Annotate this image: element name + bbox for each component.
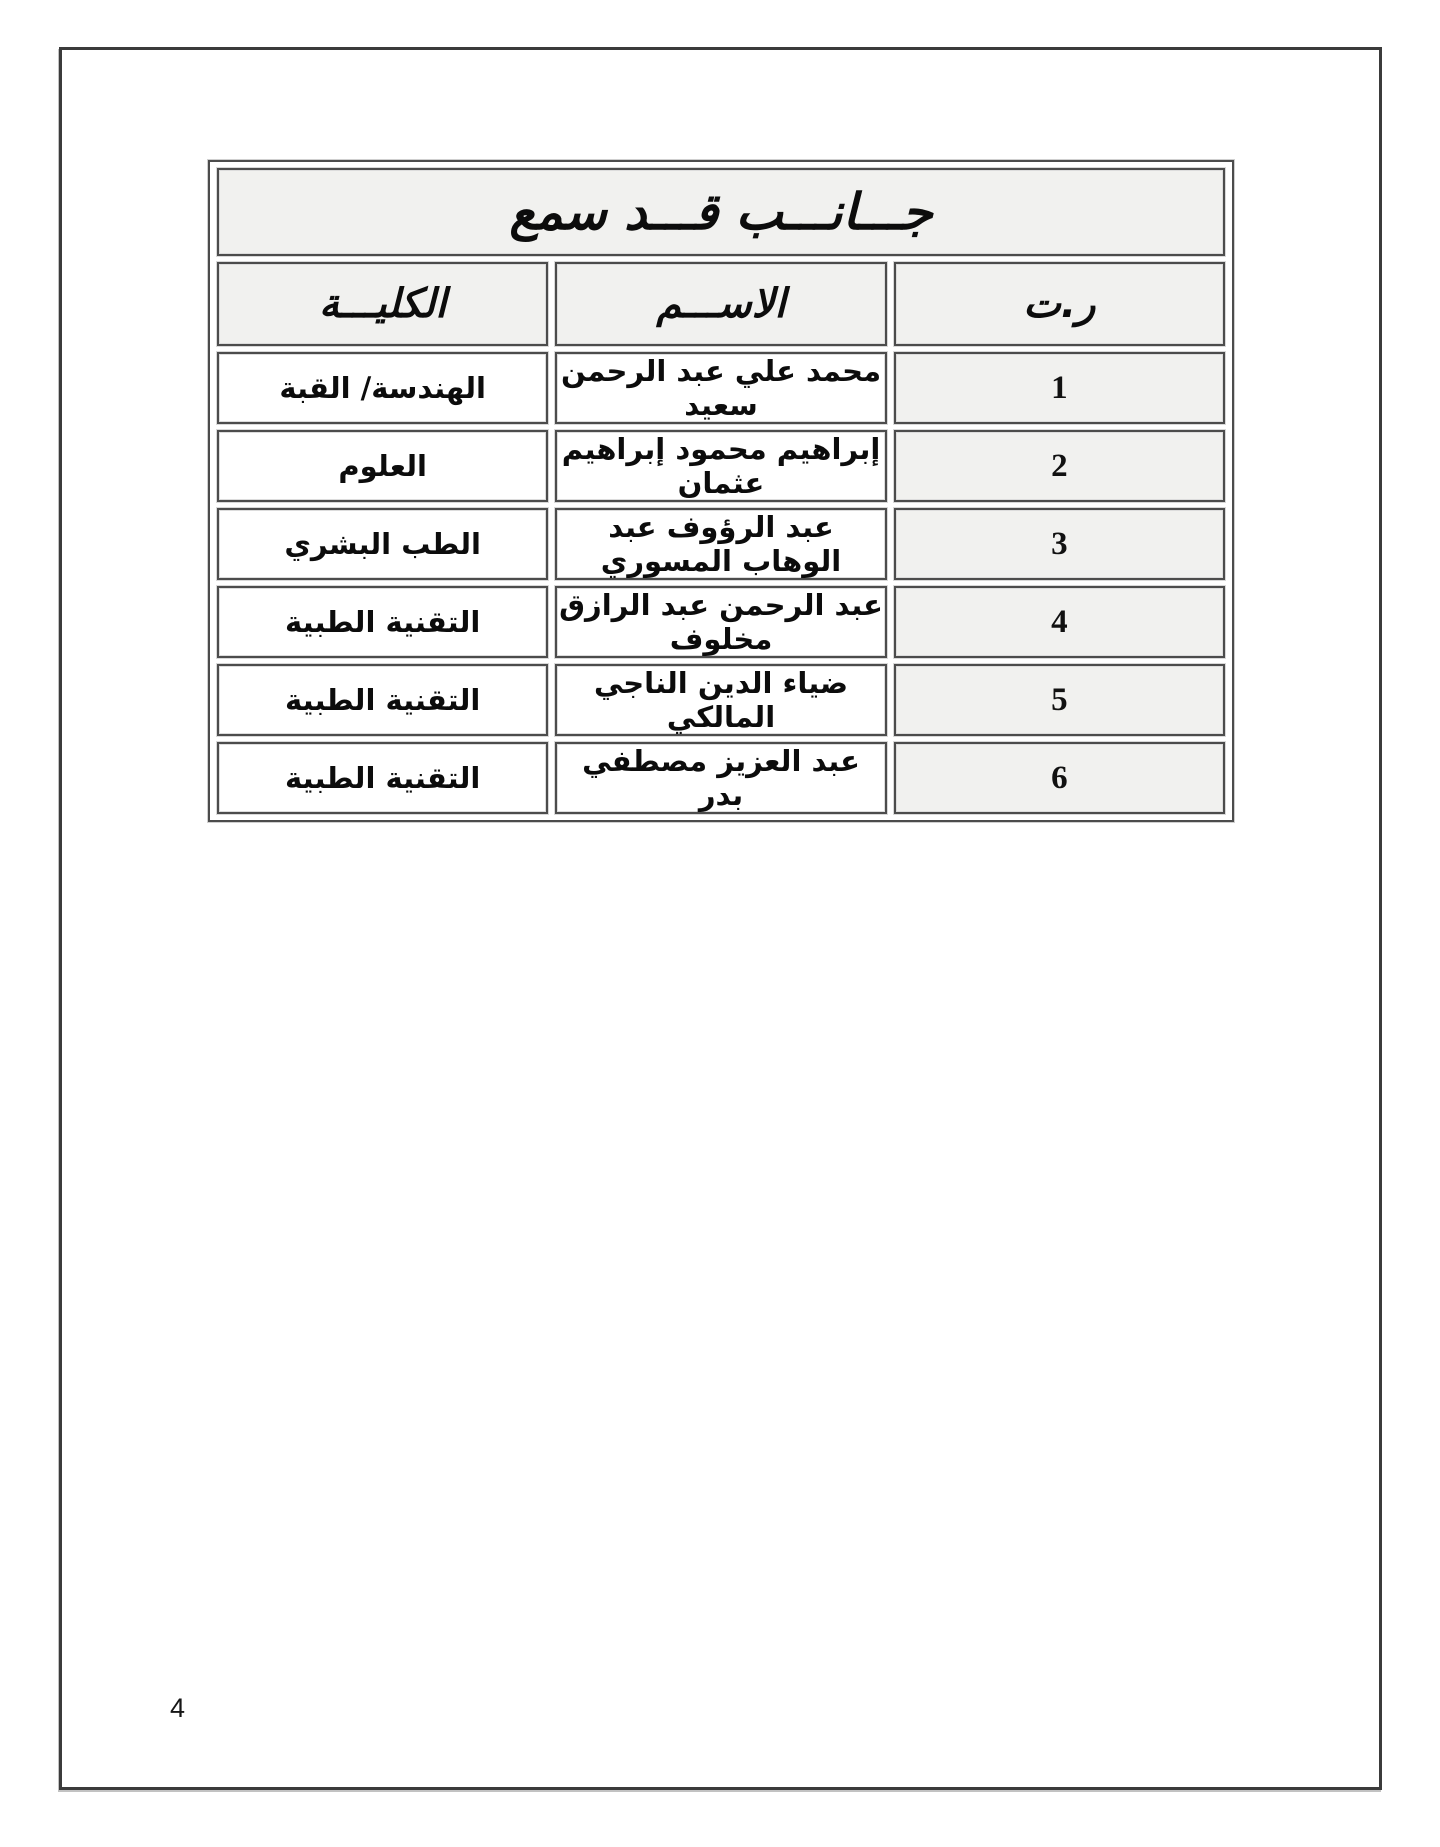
name-cell: عبد العزيز مصطفي بدر <box>555 742 886 814</box>
column-header-serial: ر.ت <box>894 262 1225 346</box>
column-header-name: الاســـم <box>555 262 886 346</box>
serial-cell: 4 <box>894 586 1225 658</box>
serial-cell: 3 <box>894 508 1225 580</box>
table-row <box>217 742 1225 814</box>
table-title-row <box>217 168 1225 256</box>
table-row <box>217 352 1225 424</box>
name-cell: إبراهيم محمود إبراهيم عثمان <box>555 430 886 502</box>
table-title: جـــانـــب قـــد سمع <box>217 168 1225 256</box>
column-header-college: الكليـــة <box>217 262 548 346</box>
table-header-row <box>217 262 1225 346</box>
college-cell: التقنية الطبية <box>217 742 548 814</box>
table-row <box>217 430 1225 502</box>
name-cell: عبد الرؤوف عبد الوهاب المسوري <box>555 508 886 580</box>
page-number: 4 <box>170 1693 186 1723</box>
serial-cell: 1 <box>894 352 1225 424</box>
college-cell: التقنية الطبية <box>217 664 548 736</box>
college-cell: الطب البشري <box>217 508 548 580</box>
college-cell: العلوم <box>217 430 548 502</box>
serial-cell: 2 <box>894 430 1225 502</box>
table-row <box>217 664 1225 736</box>
name-cell: محمد علي عبد الرحمن سعيد <box>555 352 886 424</box>
name-cell: عبد الرحمن عبد الرازق مخلوف <box>555 586 886 658</box>
college-cell: الهندسة/ القبة <box>217 352 548 424</box>
serial-cell: 6 <box>894 742 1225 814</box>
name-cell: ضياء الدين الناجي المالكي <box>555 664 886 736</box>
table-row <box>217 586 1225 658</box>
table-row <box>217 508 1225 580</box>
roster-table <box>208 160 1234 822</box>
serial-cell: 5 <box>894 664 1225 736</box>
college-cell: التقنية الطبية <box>217 586 548 658</box>
